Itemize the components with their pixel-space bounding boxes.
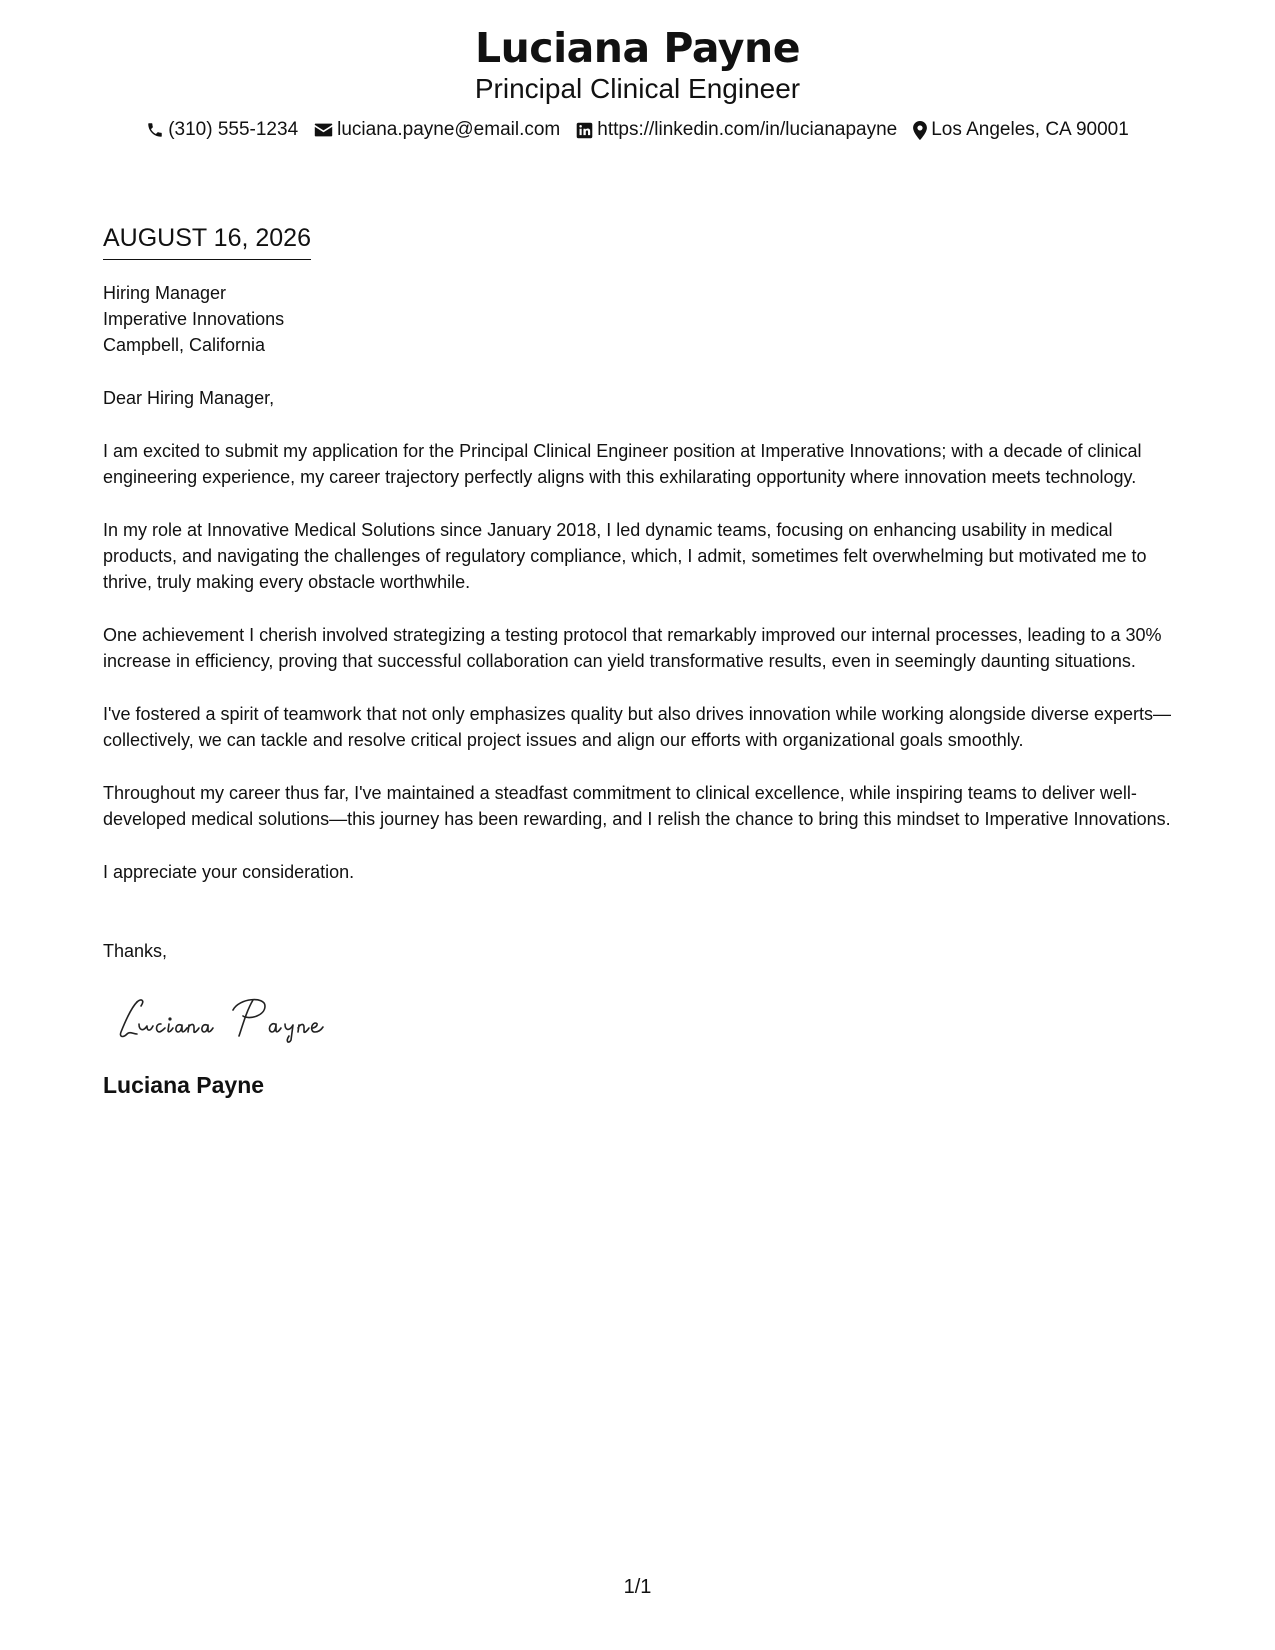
- letter-body: [103, 222, 1178, 1099]
- salutation: Dear Hiring Manager,: [103, 388, 275, 408]
- contact-email[interactable]: [314, 118, 560, 142]
- recipient-line: Campbell, California: [103, 335, 266, 355]
- applicant-title: Principal Clinical Engineer: [474, 73, 801, 104]
- envelope-icon: [314, 122, 333, 138]
- contact-phone-text: (310) 555-1234: [168, 119, 299, 140]
- recipient-block: [103, 280, 1178, 358]
- contact-location: [913, 118, 1129, 142]
- body-paragraph: I've fostered a spirit of teamwork that not only emphasizes quality but also drives innovation while working alongside diverse experts—collectively, we can tackle and resolve critical project issues and align our efforts with organizational goals smoothly.: [103, 704, 1171, 750]
- map-pin-icon: [913, 121, 927, 140]
- applicant-name: Luciana Payne: [474, 24, 801, 72]
- signed-name: Luciana Payne: [103, 1072, 265, 1098]
- body-paragraph: In my role at Innovative Medical Solutions since January 2018, I led dynamic teams, focusing on enhancing usability in medical products, and navigating the challenges of regulatory compliance, which, I admit, sometimes felt overwhelming but motivated me to thrive, truly making every obstacle worthwhile.: [103, 520, 1147, 592]
- page-number: 1/1: [623, 1576, 652, 1598]
- contact-linkedin[interactable]: [576, 118, 897, 142]
- contact-phone: [146, 118, 298, 142]
- handwritten-signature: [115, 994, 355, 1044]
- letter-header: [0, 22, 1275, 142]
- body-paragraph: I am excited to submit my application for the Principal Clinical Engineer position at Imperative Innovations; with a decade of clinical engineering experience, my career trajectory perfectly aligns with this exhilarating opportunity where innovation meets technology.: [103, 441, 1142, 487]
- contact-email-text[interactable]: luciana.payne@email.com: [337, 119, 561, 140]
- contact-linkedin-text[interactable]: https://linkedin.com/in/lucianapayne: [597, 119, 898, 140]
- contact-location-text: Los Angeles, CA 90001: [931, 119, 1129, 140]
- linkedin-icon: [576, 122, 593, 139]
- phone-icon: [146, 121, 164, 139]
- contact-info: [0, 118, 1275, 142]
- closing-line: I appreciate your consideration.: [103, 862, 355, 882]
- signoff: Thanks,: [103, 941, 168, 961]
- recipient-line: Imperative Innovations: [103, 309, 285, 329]
- recipient-line: Hiring Manager: [103, 283, 227, 303]
- body-paragraph: One achievement I cherish involved strategizing a testing protocol that remarkably improved our internal processes, leading to a 30% increase in efficiency, proving that successful collaboration can yield transformative results, even in seemingly daunting situations.: [103, 625, 1162, 671]
- body-paragraph: Throughout my career thus far, I've maintained a steadfast commitment to clinical excellence, while inspiring teams to deliver well-developed medical solutions—this journey has been rewarding, and I relish the chance to bring this mindset to Imperative Innovations.: [103, 783, 1171, 829]
- letter-date: AUGUST 16, 2026: [103, 222, 311, 260]
